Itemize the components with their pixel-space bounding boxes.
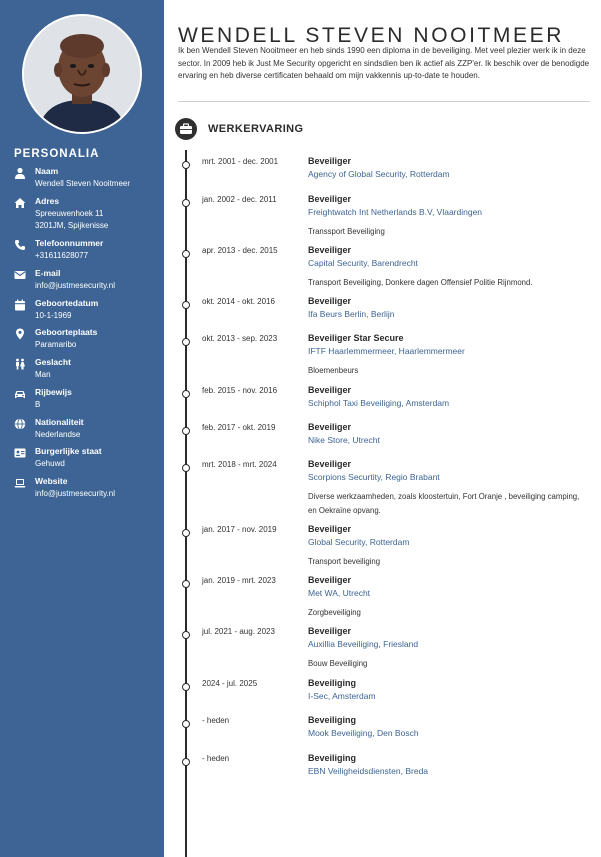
entry-description: Transport Beveiliging, Donkere dagen Offensief Politie Rijnmond. (308, 278, 533, 287)
entry-job-title: Beveiliging (308, 715, 357, 725)
personalia-value: info@justmesecurity.nl (35, 281, 115, 290)
timeline-dot (182, 338, 190, 346)
entry-date: mrt. 2018 - mrt. 2024 (202, 460, 277, 469)
entry-job-title: Beveiliger (308, 296, 352, 306)
entry-job-title: Beveiliger (308, 524, 352, 534)
entry-description: Transport beveiliging (308, 557, 381, 566)
entry-date: jan. 2017 - nov. 2019 (202, 525, 277, 534)
entry-company: Mook Beveiliging, Den Bosch (308, 728, 419, 738)
globe-icon (14, 418, 26, 430)
entry-company: Capital Security, Barendrecht (308, 258, 418, 268)
entry-company: Met WA, Utrecht (308, 588, 371, 598)
entry-description: Bouw Beveiliging (308, 659, 368, 668)
entry-description: Zorgbeveiliging (308, 608, 361, 617)
entry-company: IFTF Haarlemmermeer, Haarlemmermeer (308, 346, 465, 356)
entry-company: Freightwatch Int Netherlands B.V, Vlaardingen (308, 207, 483, 217)
entry-company: I-Sec, Amsterdam (308, 691, 376, 701)
timeline-dot (182, 683, 190, 691)
entry-date: jan. 2002 - dec. 2011 (202, 195, 277, 204)
laptop-icon (14, 477, 26, 489)
timeline-dot (182, 427, 190, 435)
entry-date: okt. 2014 - okt. 2016 (202, 297, 275, 306)
personalia-value: 10-1-1969 (35, 311, 72, 320)
entry-job-title: Beveiliging (308, 678, 357, 688)
entry-date: mrt. 2001 - dec. 2001 (202, 157, 279, 166)
timeline-dot (182, 631, 190, 639)
personalia-value: info@justmesecurity.nl (35, 489, 115, 498)
entry-description: Bloemenbeurs (308, 366, 359, 375)
personalia-label: Geboortedatum (35, 298, 99, 308)
entry-company: Global Security, Rotterdam (308, 537, 410, 547)
map-pin-icon (14, 328, 26, 340)
personalia-label: Naam (35, 166, 59, 176)
entry-company: Agency of Global Security, Rotterdam (308, 169, 450, 179)
personalia-value: B (35, 400, 41, 409)
entry-date: - heden (202, 754, 230, 763)
entry-date: - heden (202, 716, 230, 725)
timeline-dot (182, 580, 190, 588)
timeline-dot (182, 758, 190, 766)
personalia-label: E-mail (35, 268, 61, 278)
personalia-label: Nationaliteit (35, 417, 84, 427)
entry-job-title: Beveiliger (308, 422, 352, 432)
page-title: WENDELL STEVEN NOOITMEER (178, 24, 565, 48)
personalia-value: Paramaribo (35, 340, 77, 349)
timeline-dot (182, 720, 190, 728)
entry-job-title: Beveiliger (308, 459, 352, 469)
entry-company: Ifa Beurs Berlin, Berlijn (308, 309, 395, 319)
entry-date: jul. 2021 - aug. 2023 (202, 627, 275, 636)
personalia-heading: PERSONALIA (14, 148, 100, 160)
personalia-label: Burgerlijke staat (35, 446, 102, 456)
calendar-icon (14, 299, 26, 311)
timeline-dot (182, 301, 190, 309)
entry-description: Diverse werkzaamheden, zoals kloostertuin, Fort Oranje , beveiliging camping, en Oekraïne opvang. (308, 492, 580, 515)
entry-date: 2024 - jul. 2025 (202, 679, 258, 688)
entry-description: Transsport Beveiliging (308, 227, 385, 236)
personalia-label: Rijbewijs (35, 387, 72, 397)
entry-company: Auxillia Beveiliging, Friesland (308, 639, 419, 649)
profile-photo-image (24, 16, 140, 132)
entry-job-title: Beveiliger (308, 575, 352, 585)
intro-paragraph: Ik ben Wendell Steven Nooitmeer en heb sinds 1990 een diploma in de beveiliging. Met veel plezier werk ik in deze sector. In 2009 heb ik Just Me Security opgericht en sindsdien ben ik actief als ZZP'er. Ik beschik over de benodigde ervaring en heb diverse certificaten behaald om mijn vakkennis up-to-date te houden. (178, 46, 590, 81)
timeline-dot (182, 250, 190, 258)
personalia-label: Website (35, 476, 68, 486)
entry-date: okt. 2013 - sep. 2023 (202, 334, 278, 343)
timeline-dot (182, 199, 190, 207)
entry-date: jan. 2019 - mrt. 2023 (202, 576, 276, 585)
entry-job-title: Beveiliger (308, 156, 352, 166)
entry-job-title: Beveiliger (308, 194, 352, 204)
entry-date: apr. 2013 - dec. 2015 (202, 246, 278, 255)
timeline-dot (182, 390, 190, 398)
divider (178, 101, 590, 102)
sidebar (0, 0, 164, 857)
entry-job-title: Beveiliger (308, 385, 352, 395)
briefcase-icon (175, 118, 197, 140)
personalia-value: Spreeuwenhoek 11 3201JM, Spijkenisse (35, 209, 109, 230)
entry-company: Nike Store, Utrecht (308, 435, 380, 445)
entry-job-title: Beveiliging (308, 753, 357, 763)
personalia-value: Nederlandse (35, 430, 81, 439)
timeline-dot (182, 161, 190, 169)
entry-job-title: Beveiliger Star Secure (308, 333, 404, 343)
entry-company: Scorpions Securtity, Regio Brabant (308, 472, 440, 482)
personalia-label: Adres (35, 196, 60, 206)
entry-date: feb. 2015 - nov. 2016 (202, 386, 278, 395)
section-title-werkervaring: WERKERVARING (208, 123, 304, 135)
personalia-value: Man (35, 370, 51, 379)
entry-date: feb. 2017 - okt. 2019 (202, 423, 276, 432)
timeline-dot (182, 529, 190, 537)
timeline-dot (182, 464, 190, 472)
entry-company: Schiphol Taxi Beveiliging, Amsterdam (308, 398, 450, 408)
gender-icon (14, 358, 26, 370)
entry-company: EBN Veiligheidsdiensten, Breda (308, 766, 429, 776)
person-icon (14, 167, 26, 179)
envelope-icon (14, 269, 26, 281)
personalia-value: +31611628077 (35, 251, 89, 260)
personalia-label: Telefoonnummer (35, 238, 104, 248)
id-card-icon (14, 447, 26, 459)
entry-job-title: Beveiliger (308, 245, 352, 255)
phone-icon (14, 239, 26, 251)
personalia-label: Geboorteplaats (35, 327, 98, 337)
personalia-value: Wendell Steven Nooitmeer (35, 179, 131, 188)
profile-photo (22, 14, 142, 134)
personalia-label: Geslacht (35, 357, 71, 367)
entry-job-title: Beveiliger (308, 626, 352, 636)
home-icon (14, 197, 26, 209)
car-icon (14, 388, 26, 400)
personalia-value: Gehuwd (35, 459, 65, 468)
